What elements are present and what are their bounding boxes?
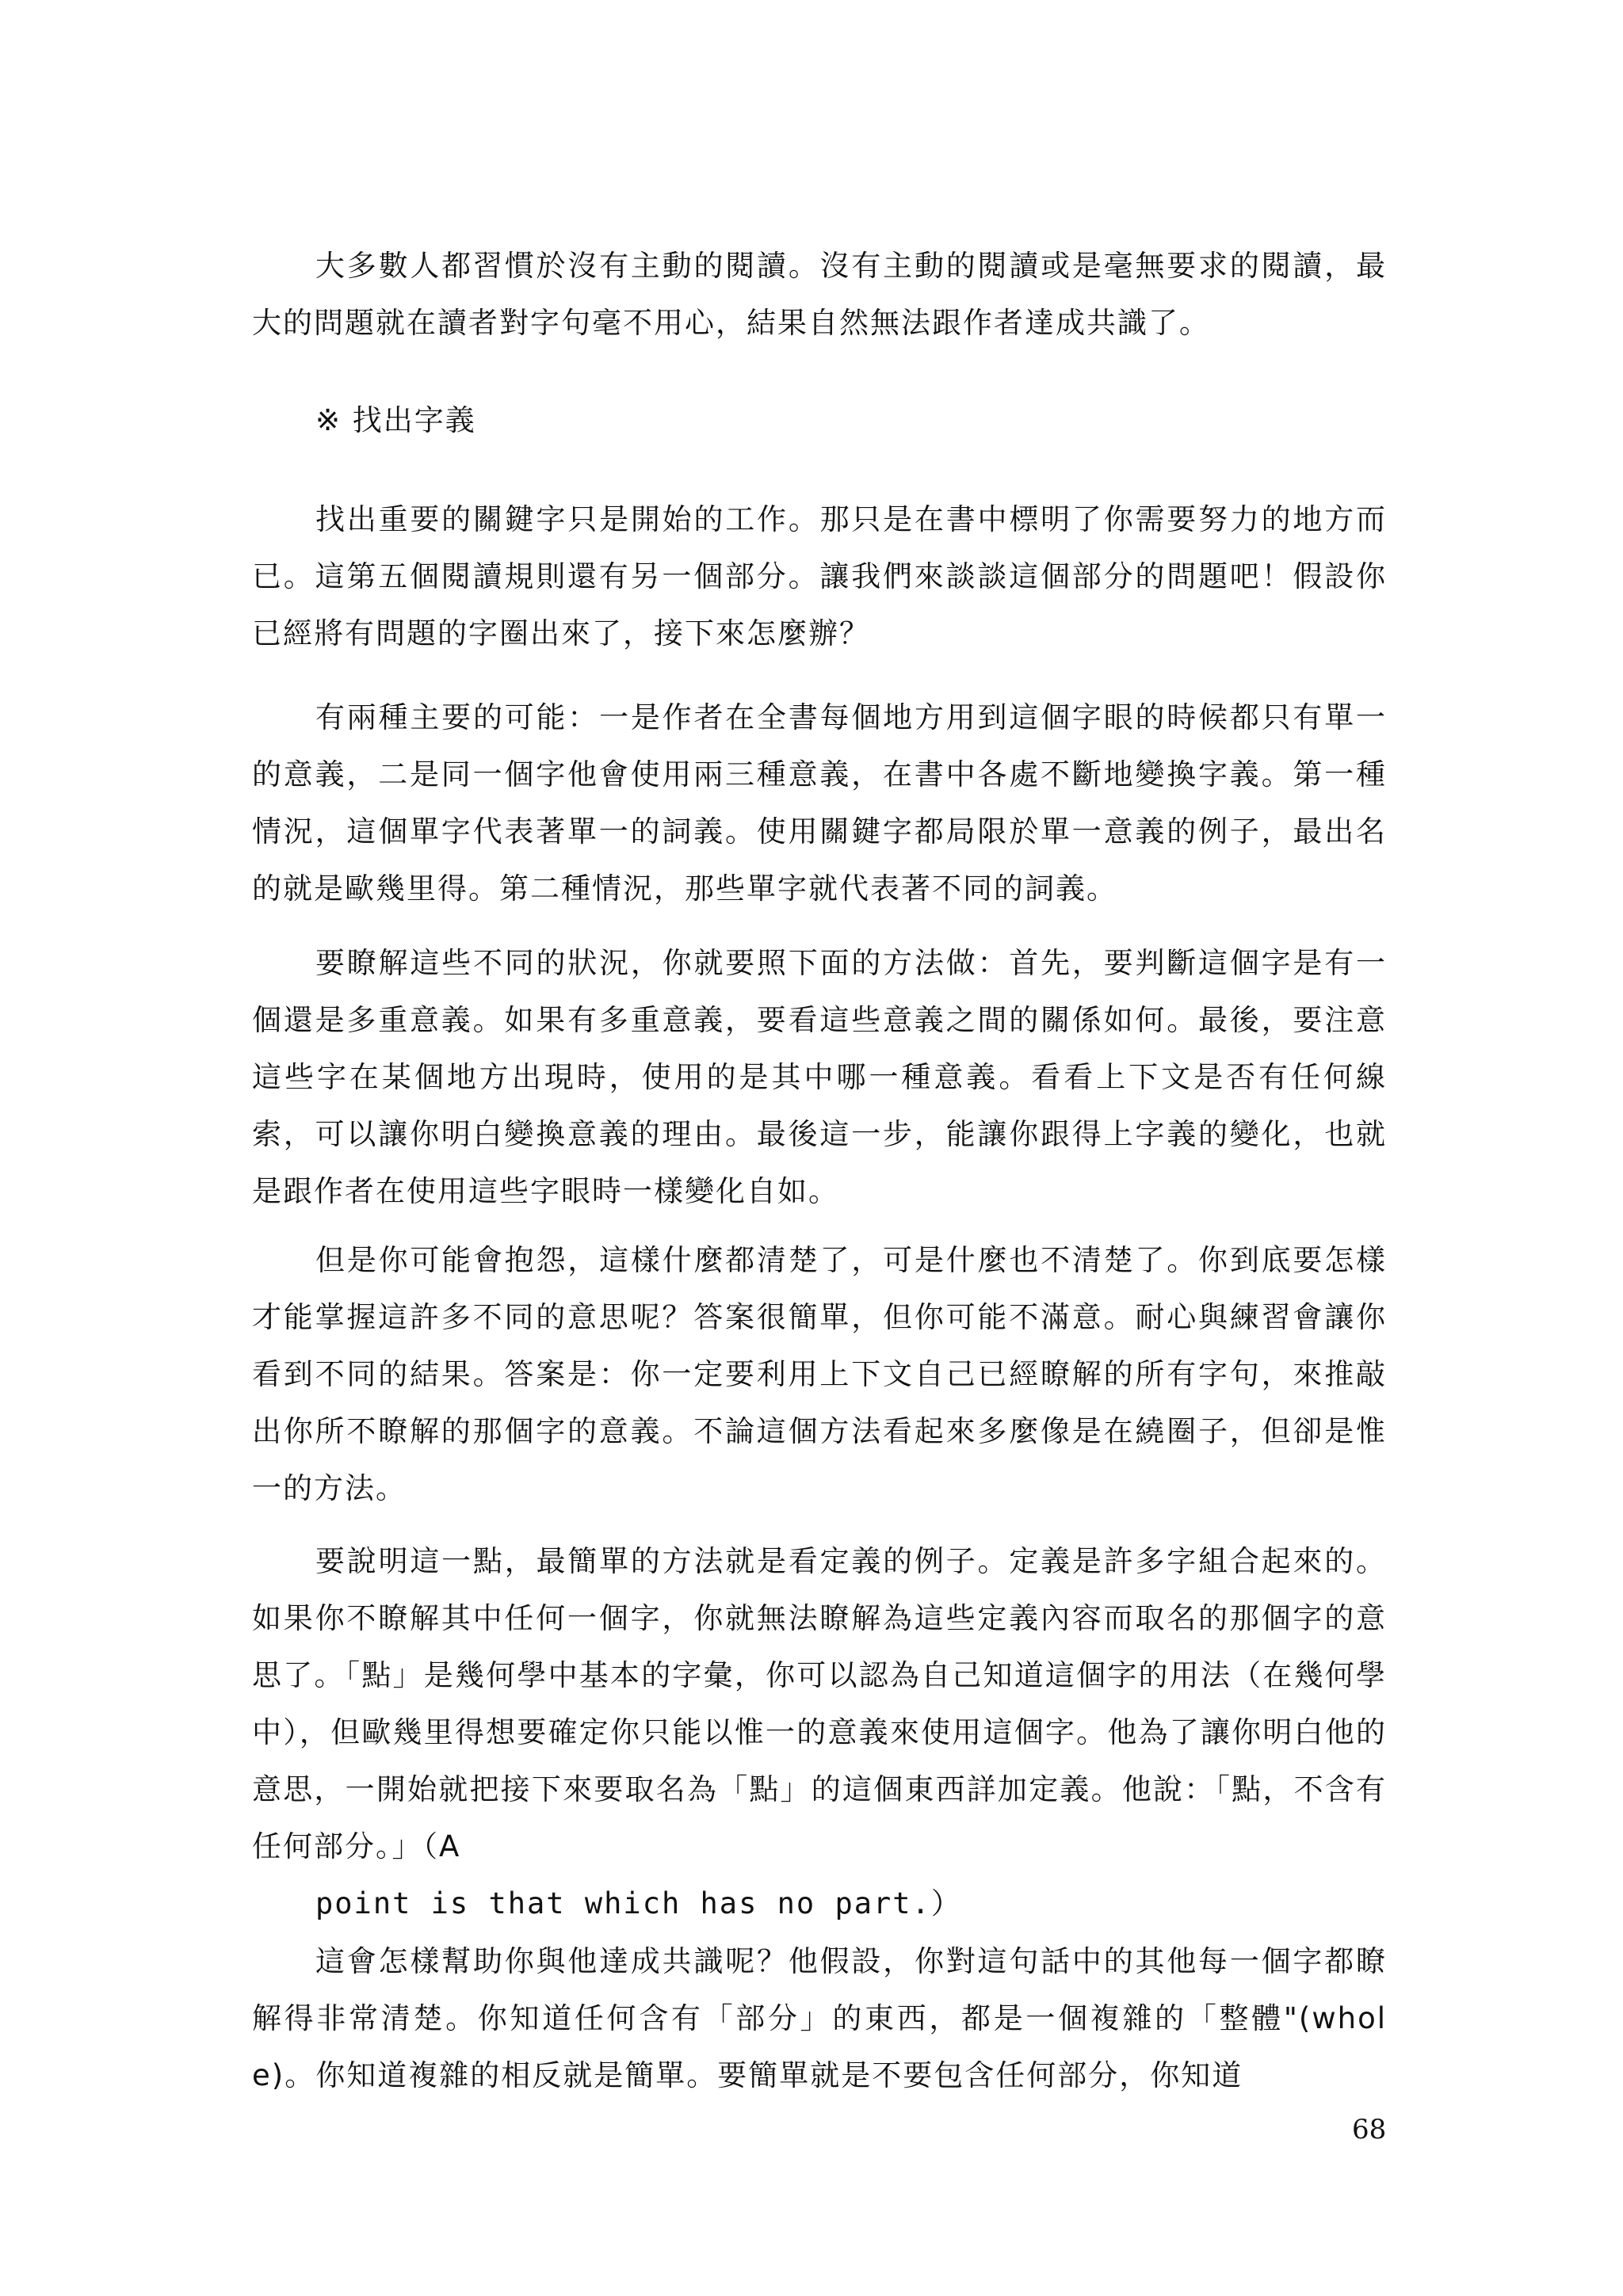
paragraph-5: 但是你可能會抱怨，這樣什麼都清楚了，可是什麼也不清楚了。你到底要怎樣才能掌握這許多不同的意思呢？答案很簡單，但你可能不滿意。耐心與練習會讓你看到不同的結果。答案是：你一定要利用上下文自己已經瞭解的所有字句，來推敲出你所不瞭解的那個字的意義。不論這個方法看起來多麼像是在繞圈子，但卻是惟一的方法。 bbox=[252, 1243, 1387, 1505]
paragraph-1: 大多數人都習慣於沒有主動的閱讀。沒有主動的閱讀或是毫無要求的閱讀，最大的問題就在讀者對字句毫不用心，結果自然無法跟作者達成共識了。 bbox=[252, 249, 1387, 340]
paragraph-3: 有兩種主要的可能：一是作者在全書每個地方用到這個字眼的時候都只有單一的意義，二是同一個字他會使用兩三種意義，在書中各處不斷地變換字義。第一種情況，這個單字代表著單一的詞義。使用關鍵字都局限於單一意義的例子，最出名的就是歐幾里得。第二種情況，那些單字就代表著不同的詞義。 bbox=[252, 700, 1387, 906]
section-heading-block bbox=[252, 392, 1387, 449]
paragraph-7-block bbox=[252, 1933, 1387, 2104]
paragraph-6-quote: point is that which has no part.） bbox=[315, 1886, 962, 1920]
paragraph-4: 要瞭解這些不同的狀況，你就要照下面的方法做：首先，要判斷這個字是有一個還是多重意義。如果有多重意義，要看這些意義之間的關係如何。最後，要注意這些字在某個地方出現時，使用的是其中哪一種意義。看看上下文是否有任何線索，可以讓你明白變換意義的理由。最後這一步，能讓你跟得上字義的變化，也就是跟作者在使用這些字眼時一樣變化自如。 bbox=[252, 946, 1387, 1208]
paragraph-3-block bbox=[252, 689, 1387, 917]
paragraph-7: 這會怎樣幫助你與他達成共識呢？他假設，你對這句話中的其他每一個字都瞭解得非常清楚。你知道任何含有「部分」的東西，都是一個複雜的「整體"(whole)。你知道複雜的相反就是簡單。要簡單就是不要包含任何部分，你知道 bbox=[252, 1944, 1387, 2092]
page-number: 68 bbox=[1352, 2114, 1387, 2145]
paragraph-4-block bbox=[252, 935, 1387, 1220]
section-heading: ※ 找出字義 bbox=[315, 403, 476, 437]
paragraph-2-block bbox=[252, 491, 1387, 662]
paragraph-6: 要說明這一點，最簡單的方法就是看定義的例子。定義是許多字組合起來的。如果你不瞭解其中任何一個字，你就無法瞭解為這些定義內容而取名的那個字的意思了。「點」是幾何學中基本的字彙，你可以認為自己知道這個字的用法（在幾何學中），但歐幾里得想要確定你只能以惟一的意義來使用這個字。他為了讓你明白他的意思，一開始就把接下來要取名為「點」的這個東西詳加定義。他說：「點，不含有任何部分。」（A bbox=[252, 1544, 1387, 1863]
paragraph-2: 找出重要的關鍵字只是開始的工作。那只是在書中標明了你需要努力的地方而已。這第五個閱讀規則還有另一個部分。讓我們來談談這個部分的問題吧！假設你已經將有問題的字圈出來了，接下來怎麼辦？ bbox=[252, 502, 1387, 650]
paragraph-5-block bbox=[252, 1232, 1387, 1517]
paragraph-6-block bbox=[252, 1533, 1387, 1932]
paragraph-1-block bbox=[252, 238, 1387, 352]
